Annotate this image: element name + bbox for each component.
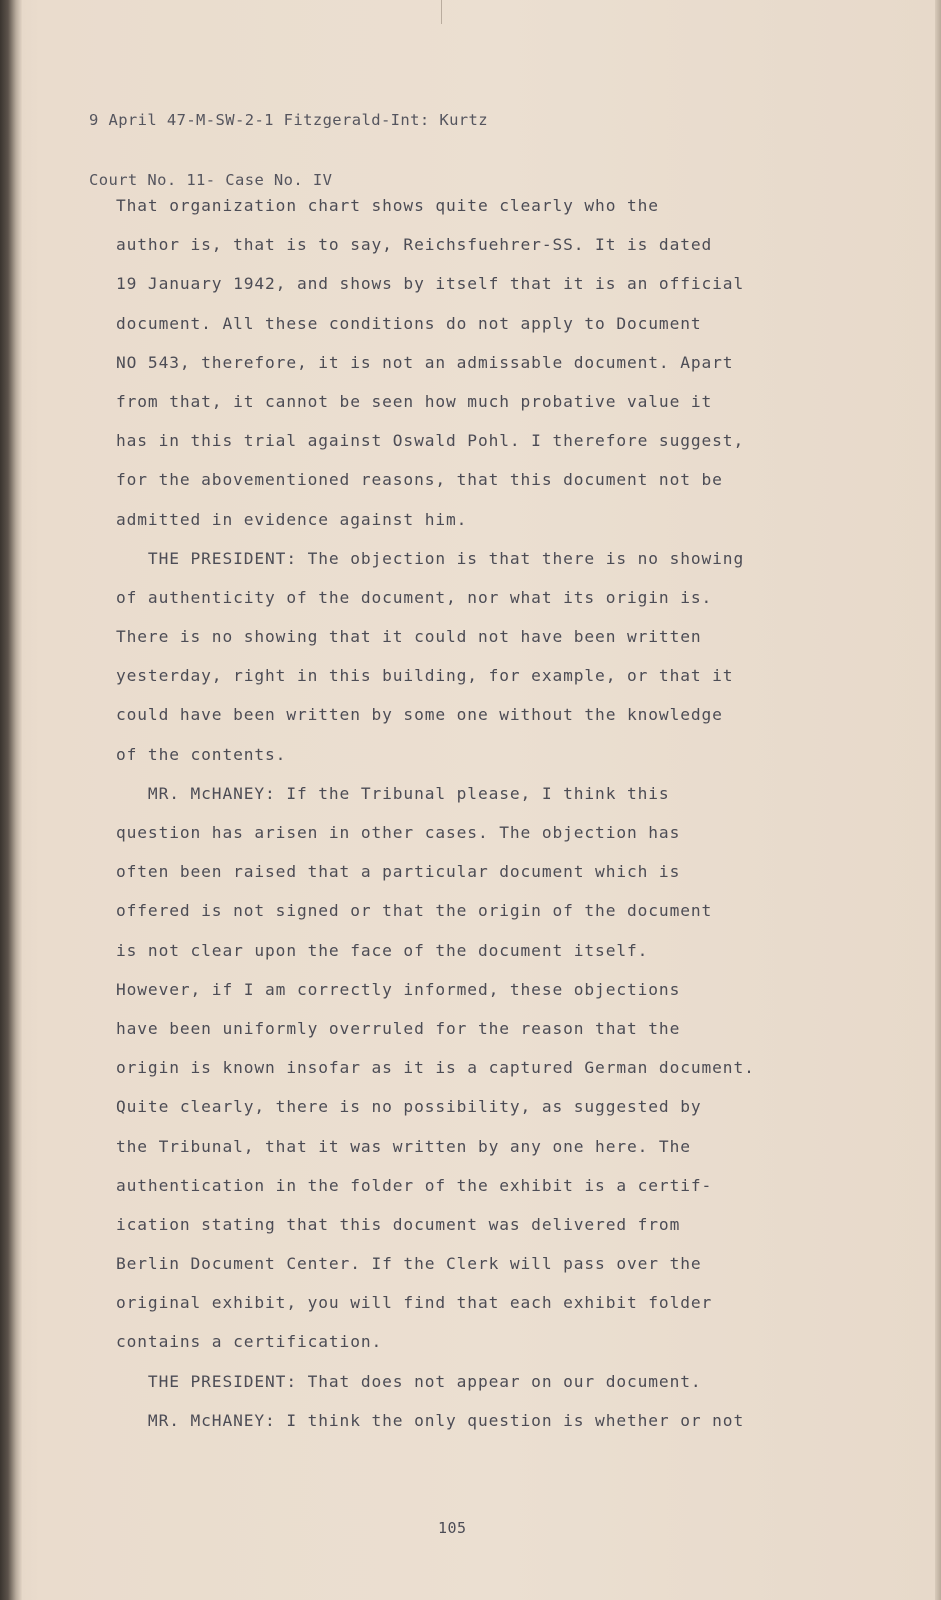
transcript-line: Quite clearly, there is no possibility, as suggested by [116, 1097, 702, 1117]
transcript-line: author is, that is to say, Reichsfuehrer-SS. It is dated [116, 235, 713, 255]
transcript-line: ication stating that this document was delivered from [116, 1214, 681, 1234]
transcript-line: NO 543, therefore, it is not an admissable document. Apart [116, 352, 734, 372]
transcript-line: MR. McHANEY: If the Tribunal please, I think this [116, 783, 670, 803]
transcript-line: the Tribunal, that it was written by any one here. The [116, 1136, 691, 1156]
transcript-line: There is no showing that it could not have been written [116, 627, 702, 647]
transcript-line: admitted in evidence against him. [116, 509, 468, 529]
transcript-line: However, if I am correctly informed, these objections [116, 979, 681, 999]
transcript-line: MR. McHANEY: I think the only question is whether or not [116, 1410, 745, 1430]
transcript-line: is not clear upon the face of the document itself. [116, 940, 649, 960]
transcript-line: THE PRESIDENT: That does not appear on our document. [116, 1371, 702, 1391]
transcript-line: THE PRESIDENT: The objection is that there is no showing [116, 548, 745, 568]
transcript-line: could have been written by some one without the knowledge [116, 705, 723, 725]
transcript-line: have been uniformly overruled for the reason that the [116, 1018, 681, 1038]
transcript-line: often been raised that a particular document which is [116, 862, 681, 882]
transcript-line: of the contents. [116, 744, 287, 764]
transcript-line: contains a certification. [116, 1332, 383, 1352]
transcript-line: 19 January 1942, and shows by itself that it is an official [116, 274, 745, 294]
transcript-line: Berlin Document Center. If the Clerk will pass over the [116, 1254, 702, 1274]
transcript-line: of authenticity of the document, nor what its origin is. [116, 587, 713, 607]
transcript-line: for the abovementioned reasons, that this document not be [116, 470, 723, 490]
transcript-line: That organization chart shows quite clearly who the [116, 196, 659, 215]
header-line-date-session: 9 April 47-M-SW-2-1 Fitzgerald-Int: Kurtz [89, 111, 489, 129]
transcript-line: has in this trial against Oswald Pohl. I therefore suggest, [116, 431, 745, 451]
transcript-line: offered is not signed or that the origin of the document [116, 901, 713, 921]
transcript-line: document. All these conditions do not apply to Document [116, 313, 702, 333]
transcript-line: original exhibit, you will find that each exhibit folder [116, 1293, 713, 1313]
header-line-court-case: Court No. 11- Case No. IV [89, 171, 333, 189]
transcript-line: yesterday, right in this building, for example, or that it [116, 666, 734, 686]
paper-crease [441, 0, 442, 24]
page-right-edge [935, 0, 941, 1600]
transcript-line: from that, it cannot be seen how much probative value it [116, 391, 713, 411]
transcript-line: authentication in the folder of the exhibit is a certif- [116, 1175, 713, 1195]
binding-edge [0, 0, 22, 1600]
transcript-line: question has arisen in other cases. The objection has [116, 823, 681, 842]
transcript-body [116, 186, 836, 1440]
transcript-line: origin is known insofar as it is a captured German document. [116, 1058, 755, 1078]
page-number: 105 [438, 1519, 467, 1537]
